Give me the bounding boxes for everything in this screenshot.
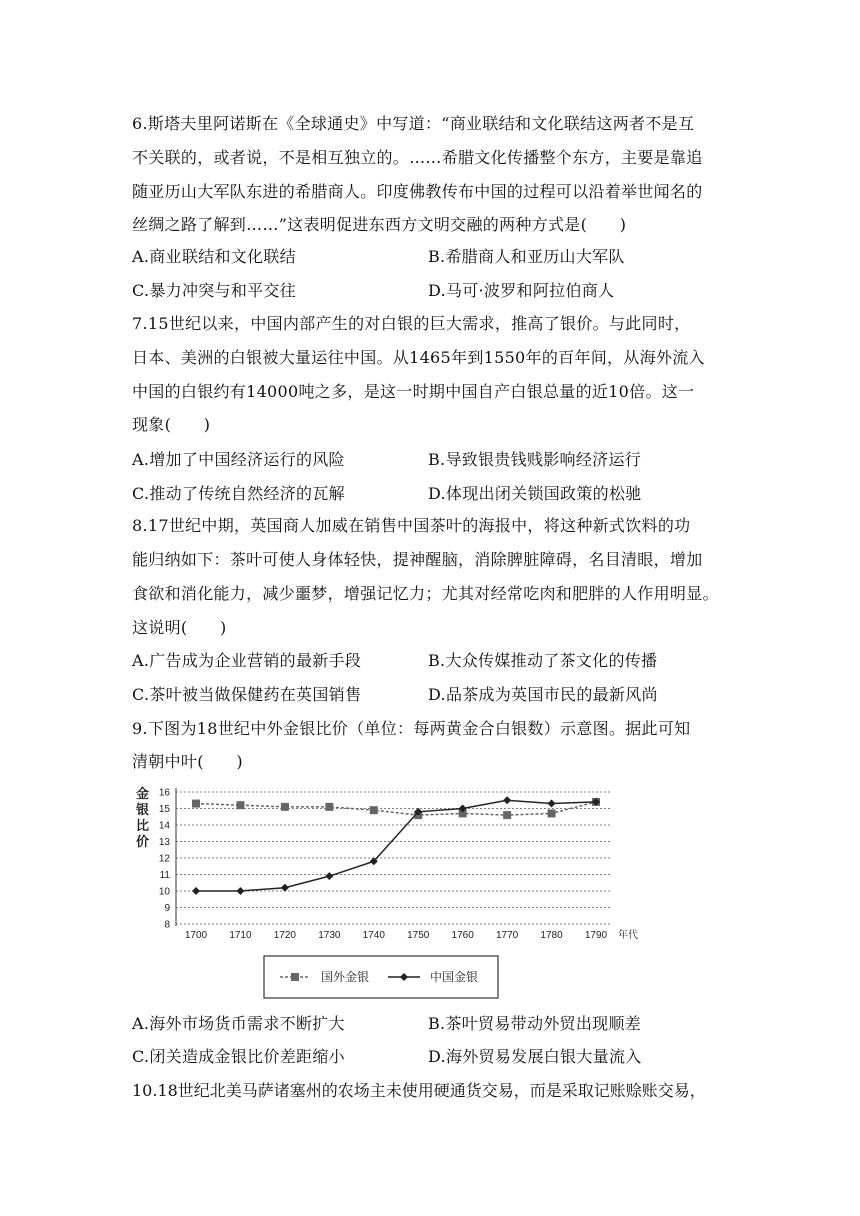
q9-option-a: A.海外市场货币需求不断扩大: [132, 1014, 345, 1033]
foreign-data-point: [548, 809, 556, 817]
y-tick-label: 11: [159, 870, 170, 881]
q6-line-2: 不关联的，或者说，不是相互独立的。……希腊文化传播整个东方，主要是靠追: [132, 148, 703, 167]
x-tick-label: 1700: [184, 930, 208, 941]
q9-line-1: 9.下图为18世纪中外金银比价（单位：每两黄金合白银数）示意图。据此可知: [132, 719, 691, 738]
gold-silver-ratio-chart: [132, 782, 662, 1004]
y-tick-label: 14: [158, 820, 170, 832]
legend-foreign-label: 国外金银: [321, 970, 370, 984]
foreign-data-point: [370, 806, 378, 814]
x-tick-label: 1760: [451, 930, 474, 941]
y-axis-label-char: 银: [136, 803, 150, 818]
foreign-data-point: [236, 801, 244, 809]
q8-option-c: C.茶叶被当做保健药在英国销售: [132, 685, 362, 704]
x-tick-label: 1730: [318, 930, 341, 941]
q6-option-c: C.暴力冲突与和平交往: [132, 281, 297, 300]
q6-option-b: B.希腊商人和亚历山大军队: [428, 247, 625, 266]
x-tick-label: 1740: [362, 930, 385, 941]
china-data-point: [503, 796, 511, 804]
y-tick-labels: [159, 788, 171, 931]
x-tick-label: 1750: [407, 930, 430, 941]
q8-option-b: B.大众传媒推动了茶文化的传播: [428, 651, 658, 670]
chart-series: [192, 796, 600, 895]
foreign-data-point: [281, 803, 289, 811]
q7-line-4: 现象( ): [132, 415, 211, 434]
x-tick-label: 1780: [540, 930, 563, 941]
x-tick-labels: [185, 930, 608, 941]
y-axis-label-char: 比: [136, 819, 150, 834]
y-axis-label: [136, 786, 149, 850]
q8-line-2: 能归纳如下：茶叶可使人身体轻快，提神醒脑，消除脾脏障碍，名目清眼，增加: [132, 550, 703, 569]
x-tick-label: 1770: [495, 930, 519, 941]
q8-line-3: 食欲和消化能力，减少噩梦，增强记忆力；尤其对经常吃肉和肥胖的人作用明显。: [132, 584, 719, 603]
q10-line-1: 10.18世纪北美马萨诸塞州的农场主未使用硬通货交易，而是采取记账赊账交易，: [132, 1081, 706, 1100]
q8-option-d: D.品茶成为英国市民的最新风尚: [428, 685, 658, 704]
y-tick-label: 10: [158, 886, 170, 898]
q9-option-d: D.海外贸易发展白银大量流入: [428, 1047, 642, 1066]
legend-china-label: 中国金银: [430, 970, 479, 984]
foreign-data-point: [503, 811, 511, 819]
q9-option-c: C.闭关造成金银比价差距缩小: [132, 1047, 345, 1066]
q6-line-3: 随亚历山大军队东进的希腊商人。印度佛教传布中国的过程可以沿着举世闻名的: [132, 182, 703, 201]
q7-option-d: D.体现出闭关锁国政策的松驰: [428, 484, 642, 503]
china-data-point: [192, 887, 200, 895]
q8-line-4: 这说明( ): [132, 618, 227, 637]
y-tick-label: 15: [158, 804, 170, 815]
x-tick-label: 1720: [273, 930, 297, 941]
y-tick-label: 16: [158, 787, 170, 799]
q8-line-1: 8.17世纪中期，英国商人加威在销售中国茶叶的海报中，将这种新式饮料的功: [132, 516, 691, 535]
chart-legend: [264, 956, 498, 998]
q7-line-1: 7.15世纪以来，中国内部产生的对白银的巨大需求，推高了银价。与此同时，: [132, 314, 691, 333]
q8-option-a: A.广告成为企业营销的最新手段: [132, 651, 362, 670]
y-axis-label-char: 价: [136, 835, 150, 850]
q6-line-1: 6.斯塔夫里阿诺斯在《全球通史》中写道：“商业联结和文化联结这两者不是互: [132, 114, 695, 133]
foreign-data-point: [325, 803, 333, 811]
q7-line-3: 中国的白银约有14000吨之多，是这一时期中国自产白银总量的近10倍。这一: [132, 382, 695, 401]
q6-line-4: 丝绸之路了解到……”这表明促进东西方文明交融的两种方式是( ): [132, 215, 627, 234]
q6-option-a: A.商业联结和文化联结: [132, 247, 296, 266]
x-axis-label: 年代: [618, 930, 638, 941]
y-axis-label-char: 金: [136, 787, 150, 802]
china-data-point: [548, 800, 556, 808]
q9-option-b: B.茶叶贸易带动外贸出现顺差: [428, 1014, 642, 1033]
y-tick-label: 9: [164, 903, 170, 914]
foreign-data-point: [192, 800, 200, 808]
q6-option-d: D.马可·波罗和阿拉伯商人: [428, 281, 615, 300]
china-data-point: [281, 884, 289, 892]
legend-foreign-marker: [291, 973, 299, 981]
china-data-point: [236, 887, 244, 895]
x-tick-label: 1790: [584, 930, 608, 941]
q7-option-c: C.推动了传统自然经济的瓦解: [132, 484, 345, 503]
q7-option-a: A.增加了中国经济运行的风险: [132, 450, 345, 469]
q7-option-b: B.导致银贵钱贱影响经济运行: [428, 450, 642, 469]
y-tick-label: 12: [158, 853, 170, 865]
q7-line-2: 日本、美洲的白银被大量运往中国。从1465年到1550年的百年间，从海外流入: [132, 348, 705, 367]
q9-line-2: 清朝中叶( ): [132, 752, 243, 771]
y-tick-label: 13: [158, 837, 170, 848]
x-tick-label: 1710: [229, 930, 252, 941]
china-data-point: [325, 872, 333, 880]
y-tick-label: 8: [164, 919, 170, 931]
